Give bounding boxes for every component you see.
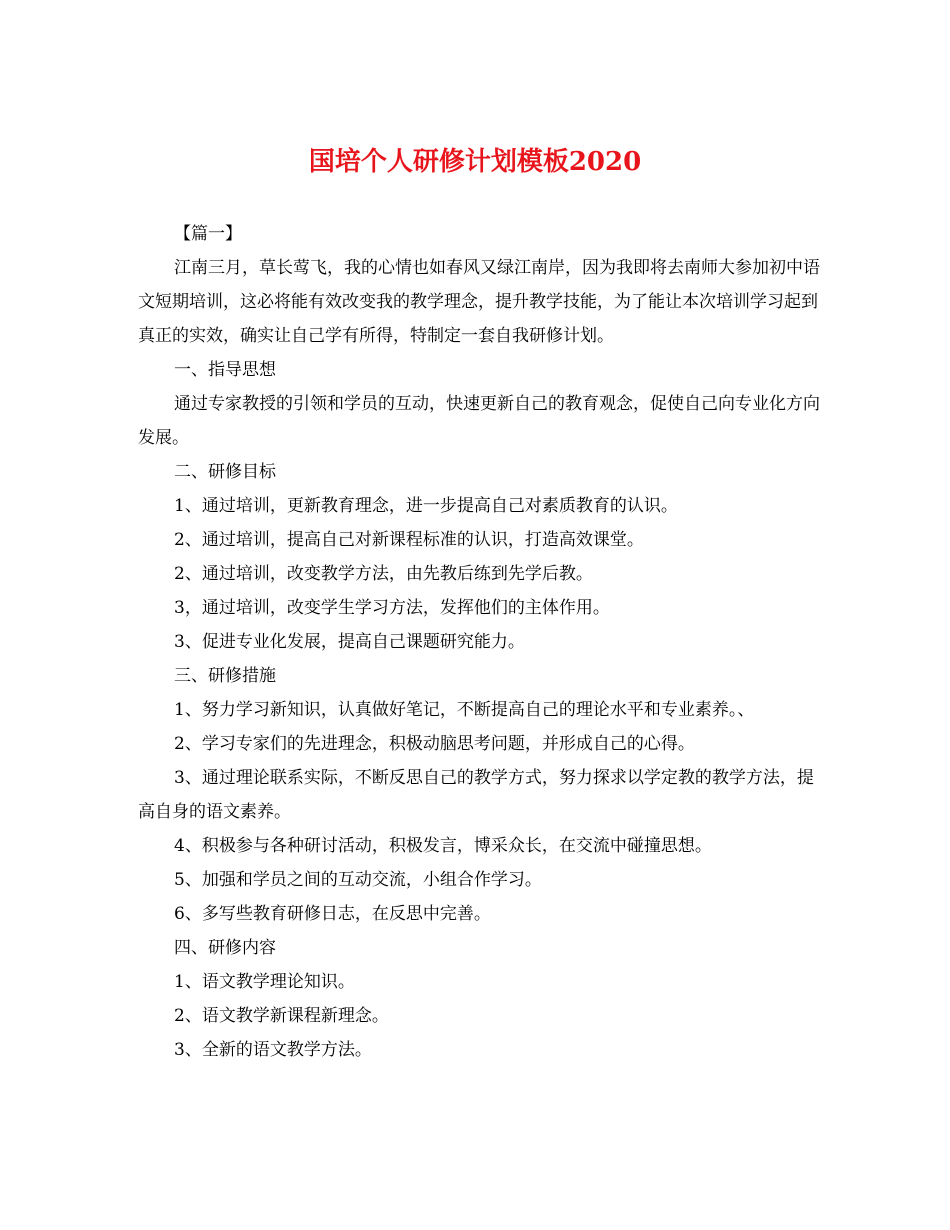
list-item: 1、语文教学理论知识。	[174, 972, 355, 992]
section-heading: 二、研修目标	[174, 462, 276, 482]
list-item: 3、通过理论联系实际，不断反思自己的教学方式，努力探求以学定教的教学方法，提高自身的语文素养。	[138, 768, 814, 822]
list-item: 5、加强和学员之间的互动交流，小组合作学习。	[174, 870, 542, 890]
section-heading: 一、指导思想	[174, 360, 276, 380]
list-item: 1、通过培训，更新教育理念，进一步提高自己对素质教育的认识。	[174, 496, 678, 516]
list-item: 2、学习专家们的先进理念，积极动脑思考问题，并形成自己的心得。	[174, 734, 695, 754]
document-title: 国培个人研修计划模板2020	[308, 147, 642, 177]
list-item: 3，通过培训，改变学生学习方法，发挥他们的主体作用。	[174, 598, 610, 618]
list-item: 3、促进专业化发展，提高自己课题研究能力。	[174, 632, 525, 652]
list-item: 1、努力学习新知识，认真做好笔记，不断提高自己的理论水平和专业素养。、	[174, 700, 755, 720]
section-heading: 四、研修内容	[174, 938, 276, 958]
section-marker: 【篇一】	[174, 224, 242, 244]
paragraph: 通过专家教授的引领和学员的互动，快速更新自己的教育观念，促使自己向专业化方向发展。	[138, 394, 820, 448]
document-body	[138, 217, 828, 1067]
section-heading: 三、研修措施	[174, 666, 276, 686]
list-item: 2、语文教学新课程新理念。	[174, 1006, 389, 1026]
list-item: 2、通过培训，改变教学方法，由先教后练到先学后教。	[174, 564, 593, 584]
list-item: 2、通过培训，提高自己对新课程标准的认识，打造高效课堂。	[174, 530, 644, 550]
list-item: 3、全新的语文教学方法。	[174, 1040, 372, 1060]
paragraph: 江南三月，草长莺飞，我的心情也如春风又绿江南岸，因为我即将去南师大参加初中语文短期培训，这必将能有效改变我的教学理念，提升教学技能，为了能让本次培训学习起到真正的实效，确实让自己学有所得，特制定一套自我研修计划。	[138, 258, 820, 346]
list-item: 6、多写些教育研修日志，在反思中完善。	[174, 904, 491, 924]
list-item: 4、积极参与各种研讨活动，积极发言，博采众长，在交流中碰撞思想。	[174, 836, 712, 856]
